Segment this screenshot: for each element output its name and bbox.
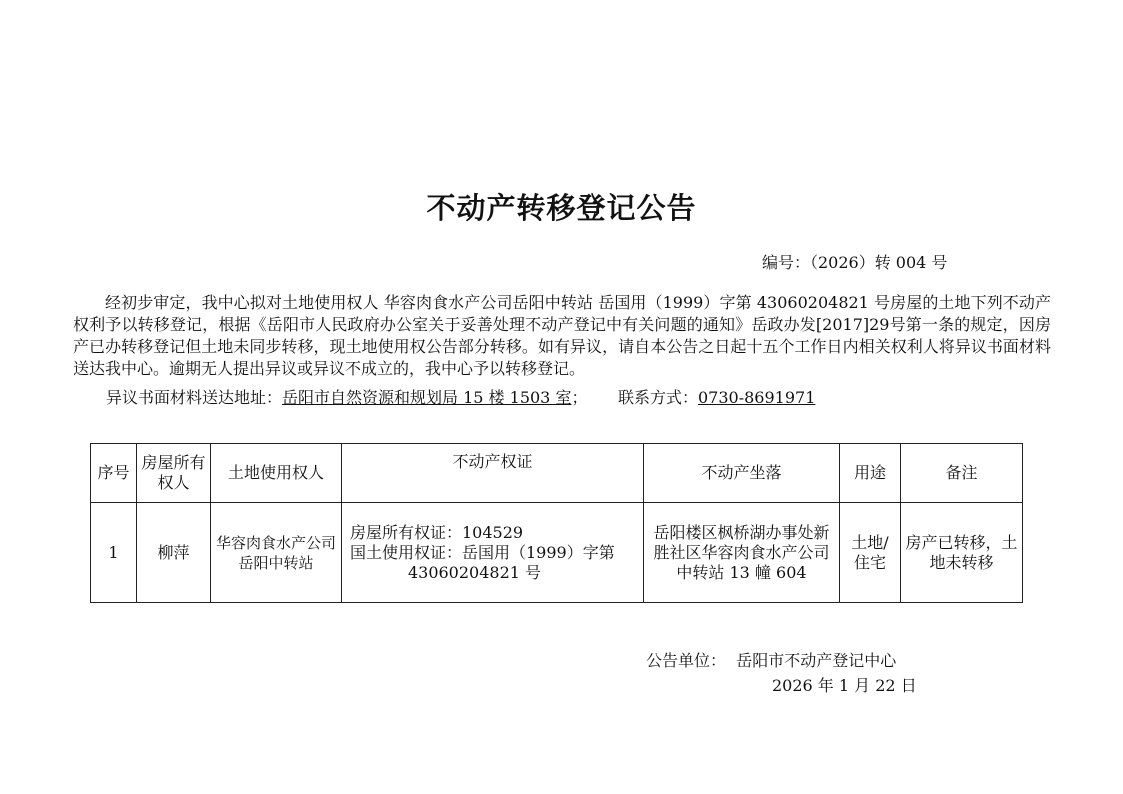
transfer-table — [90, 443, 1023, 603]
notice-title: 不动产转移登记公告 — [426, 191, 697, 225]
cell-index: 1 — [91, 503, 137, 603]
issuer-label: 公告单位： — [646, 651, 727, 670]
objection-address: 岳阳市自然资源和规划局 15 楼 1503 室 — [282, 388, 572, 407]
table-header-row — [91, 444, 1023, 503]
cell-remark: 房产已转移，土地未转移 — [901, 503, 1023, 603]
cell-land-user: 华容肉食水产公司岳阳中转站 — [211, 503, 342, 603]
header-index: 序号 — [91, 444, 137, 503]
notice-date: 2026 年 1 月 22 日 — [772, 676, 917, 695]
cert-land-number: 43060204821 号 — [407, 562, 542, 582]
cert-land: 国土使用权证：岳国用（1999）字第 — [350, 542, 615, 562]
objection-address-label: 异议书面材料送达地址： — [106, 388, 283, 407]
cell-usage: 土地/住宅 — [840, 503, 901, 603]
document-number: 编号：（2026）转 004 号 — [762, 253, 948, 272]
header-remark: 备注 — [901, 444, 1023, 503]
objection-address-line — [106, 385, 815, 408]
issuer-line — [646, 648, 896, 671]
header-land-user: 土地使用权人 — [211, 444, 342, 503]
header-usage: 用途 — [840, 444, 901, 503]
header-house-owner: 房屋所有权人 — [137, 444, 211, 503]
issuer-name: 岳阳市不动产登记中心 — [736, 651, 897, 670]
cell-certificate — [342, 503, 644, 603]
cell-house-owner: 柳萍 — [137, 503, 211, 603]
header-location: 不动产坐落 — [644, 444, 840, 503]
cert-house: 房屋所有权证：104529 — [350, 522, 524, 542]
table-row — [91, 503, 1023, 603]
address-separator: ； — [571, 388, 588, 407]
notice-body: 经初步审定，我中心拟对土地使用权人 华容肉食水产公司岳阳中转站 岳国用（1999）字第 43060204821 号房屋的土地下列不动产权利予以转移登记，根据《岳阳市人民政府办公室关于妥善处理不动产登记中有关问题的通知》岳政办发[2017]29号第一条的规定，因房产已办转移登记但土地未同步转移，现土地使用权公告部分转移。如有异议，请自本公告之日起十五个工作日内相关权利人将异议书面材料送达我中心。逾期无人提出异议或异议不成立的，我中心予以转移登记。 — [73, 293, 1051, 378]
cell-location: 岳阳楼区枫桥湖办事处新胜社区华容肉食水产公司中转站 13 幢 604 — [644, 503, 840, 603]
contact-label: 联系方式： — [617, 388, 698, 407]
header-certificate: 不动产权证 — [342, 444, 644, 503]
contact-phone: 0730-8691971 — [698, 388, 816, 407]
